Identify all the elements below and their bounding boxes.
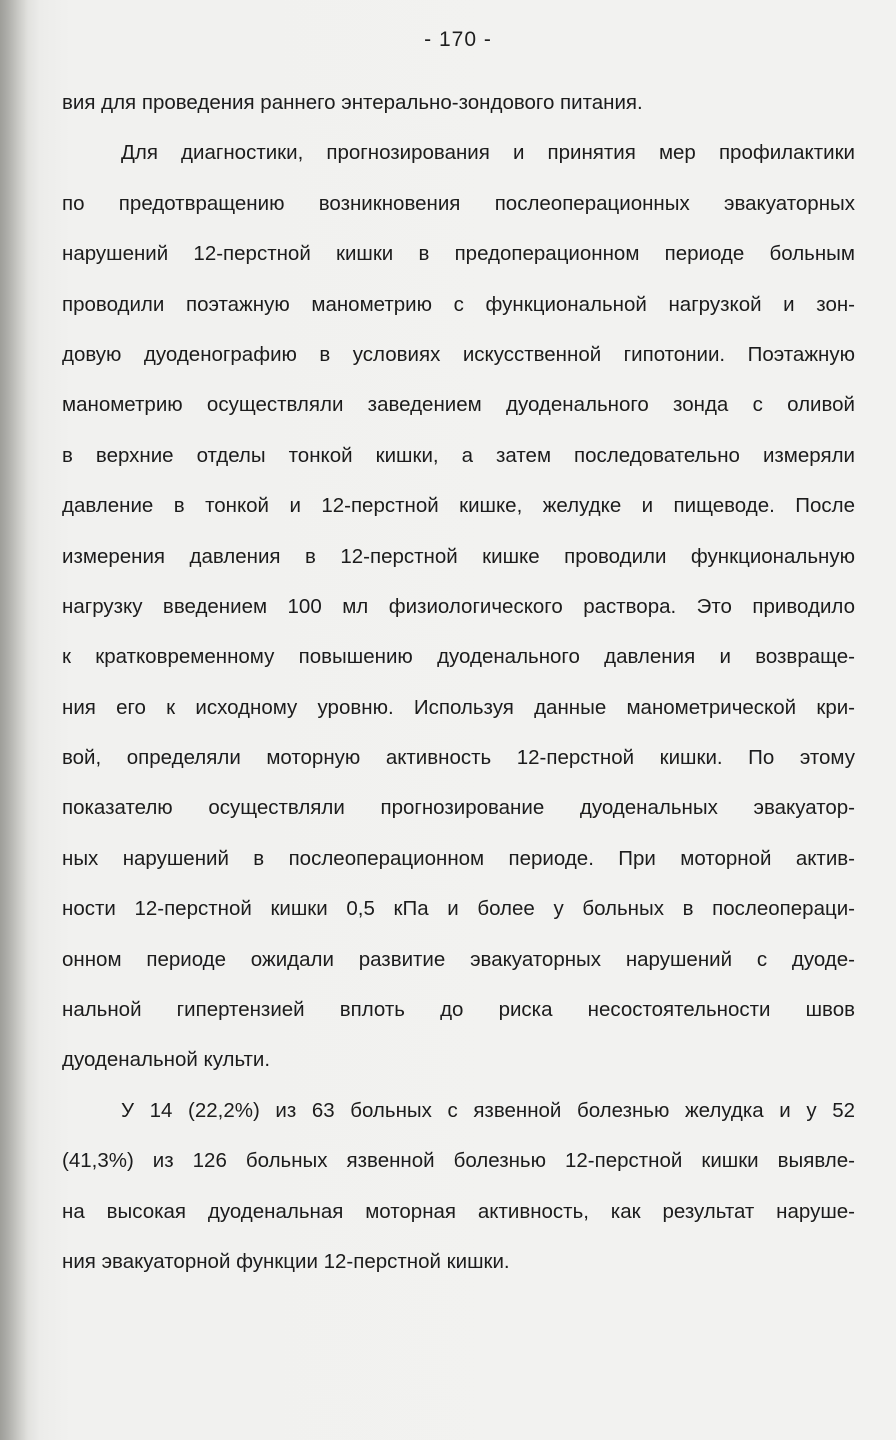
page-edge-shadow [0,0,28,1440]
paragraph-last-line: дуоденальной культи. [62,1048,271,1072]
text-line: ния его к исходному уровню. Используя данные манометрической кри- [62,695,855,719]
text-line: по предотвращению возникновения послеоперационных эвакуаторных [62,191,855,215]
text-line: давление в тонкой и 12-перстной кишке, желудке и пищеводе. После [62,494,855,518]
text-line: к кратковременному повышению дуоденального давления и возвраще- [62,645,855,669]
text-line: нагрузку введением 100 мл физиологического раствора. Это приводило [62,594,855,618]
text-line: (41,3%) из 126 больных язвенной болезнью 12-перстной кишки выявле- [62,1149,855,1173]
paragraph-first-line: Для диагностики, прогнозирования и принятия мер профилактики [121,141,855,165]
text-line: довую дуоденографию в условиях искусственной гипотонии. Поэтажную [62,342,855,366]
text-line: онном периоде ожидали развитие эвакуаторных нарушений с дуоде- [62,947,855,971]
paragraph-first-line: У 14 (22,2%) из 63 больных с язвенной болезнью желудка и у 52 [121,1098,855,1122]
text-line: вия для проведения раннего энтерально-зондового питания. [62,91,643,114]
text-line: ности 12-перстной кишки 0,5 кПа и более у больных в послеопераци- [62,897,855,921]
text-line: проводили поэтажную манометрию с функциональной нагрузкой и зон- [62,292,855,316]
text-line: в верхние отделы тонкой кишки, а затем последовательно измеряли [62,443,855,467]
text-line: ных нарушений в послеоперационном периоде. При моторной актив- [62,846,855,870]
body-text [62,78,855,1287]
page-number: - 170 - [424,28,492,51]
text-line: нальной гипертензией вплоть до риска несостоятельности швов [62,998,855,1022]
text-line: нарушений 12-перстной кишки в предоперационном периоде больным [62,242,855,266]
text-line: манометрию осуществляли заведением дуоденального зонда с оливой [62,393,855,417]
paragraph-last-line: ния эвакуаторной функции 12-перстной кишки. [62,1249,510,1273]
text-line: на высокая дуоденальная моторная активность, как результат наруше- [62,1199,855,1223]
text-line: показателю осуществляли прогнозирование дуоденальных эвакуатор- [62,796,855,820]
text-line: вой, определяли моторную активность 12-перстной кишки. По этому [62,746,855,770]
text-line: измерения давления в 12-перстной кишке проводили функциональную [62,544,855,568]
